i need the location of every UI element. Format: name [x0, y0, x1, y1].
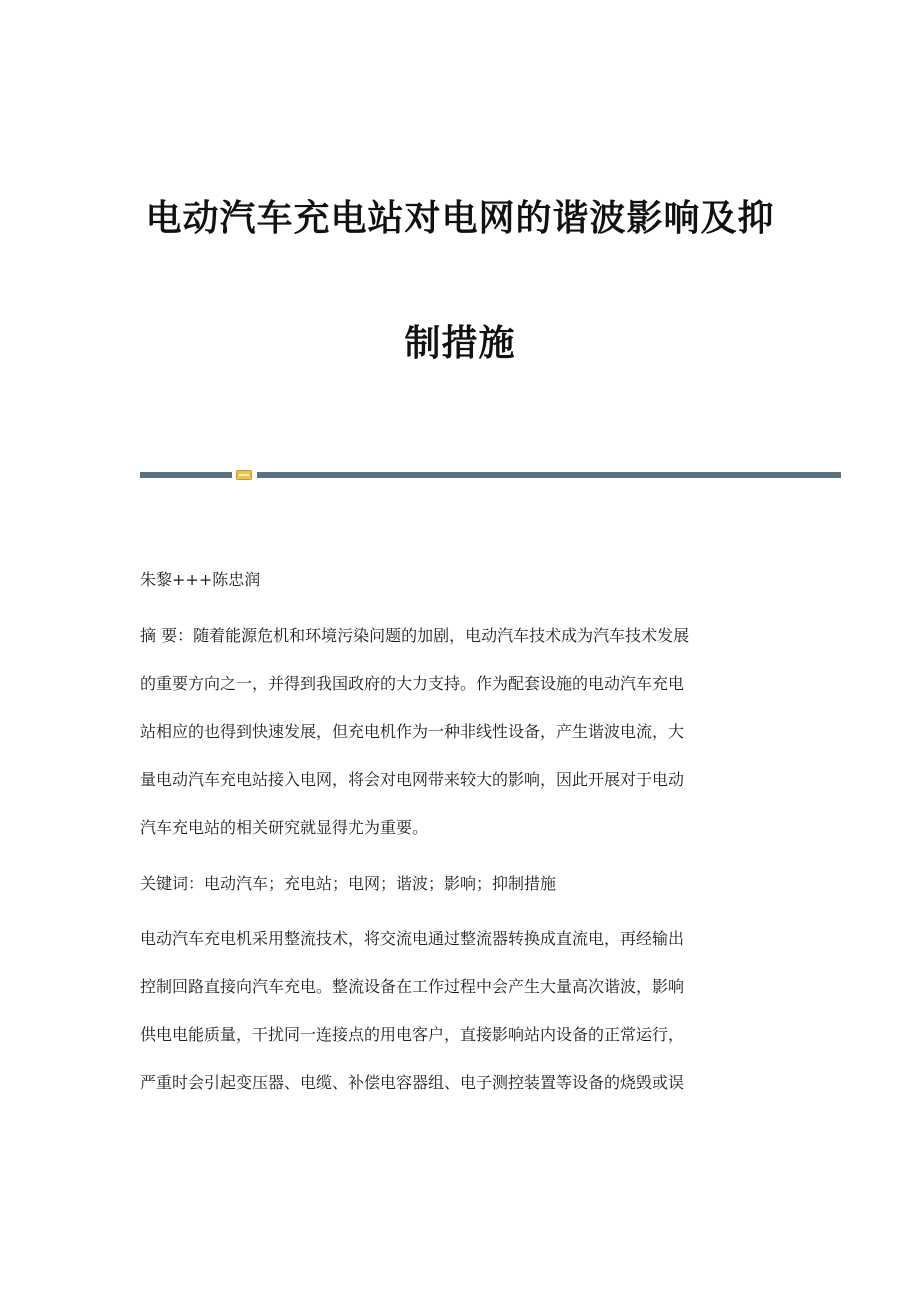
keywords-line: 关键词：电动汽车；充电站；电网；谐波；影响；抑制措施 — [140, 874, 557, 893]
divider-bar-right — [257, 472, 841, 478]
divider-emblem-icon — [236, 470, 252, 480]
body-paragraph — [140, 927, 780, 1119]
abstract — [140, 624, 780, 864]
body-line: 电动汽车充电机采用整流技术，将交流电通过整流器转换成直流电，再经输出 — [140, 929, 685, 948]
title-divider — [140, 470, 841, 480]
divider-bar-left — [140, 472, 232, 478]
authors: 朱黎+++陈忠润 — [140, 570, 261, 589]
abstract-line: 量电动汽车充电站接入电网，将会对电网带来较大的影响，因此开展对于电动 — [140, 770, 685, 789]
keywords — [140, 872, 780, 920]
body-line: 严重时会引起变压器、电缆、补偿电容器组、电子测控装置等设备的烧毁或误 — [140, 1073, 685, 1092]
abstract-line: 摘 要：随着能源危机和环境污染问题的加剧，电动汽车技术成为汽车技术发展 — [140, 626, 690, 645]
title-line-2: 制措施 — [404, 323, 516, 364]
abstract-line: 汽车充电站的相关研究就显得尤为重要。 — [140, 818, 429, 837]
body-line: 供电电能质量，干扰同一连接点的用电客户，直接影响站内设备的正常运行， — [140, 1025, 685, 1044]
title-line-1: 电动汽车充电站对电网的谐波影响及抑 — [145, 198, 775, 239]
abstract-line: 站相应的也得到快速发展，但充电机作为一种非线性设备，产生谐波电流，大 — [140, 722, 685, 741]
abstract-line: 的重要方向之一，并得到我国政府的大力支持。作为配套设施的电动汽车充电 — [140, 674, 685, 693]
body-line: 控制回路直接向汽车充电。整流设备在工作过程中会产生大量高次谐波，影响 — [140, 977, 685, 996]
